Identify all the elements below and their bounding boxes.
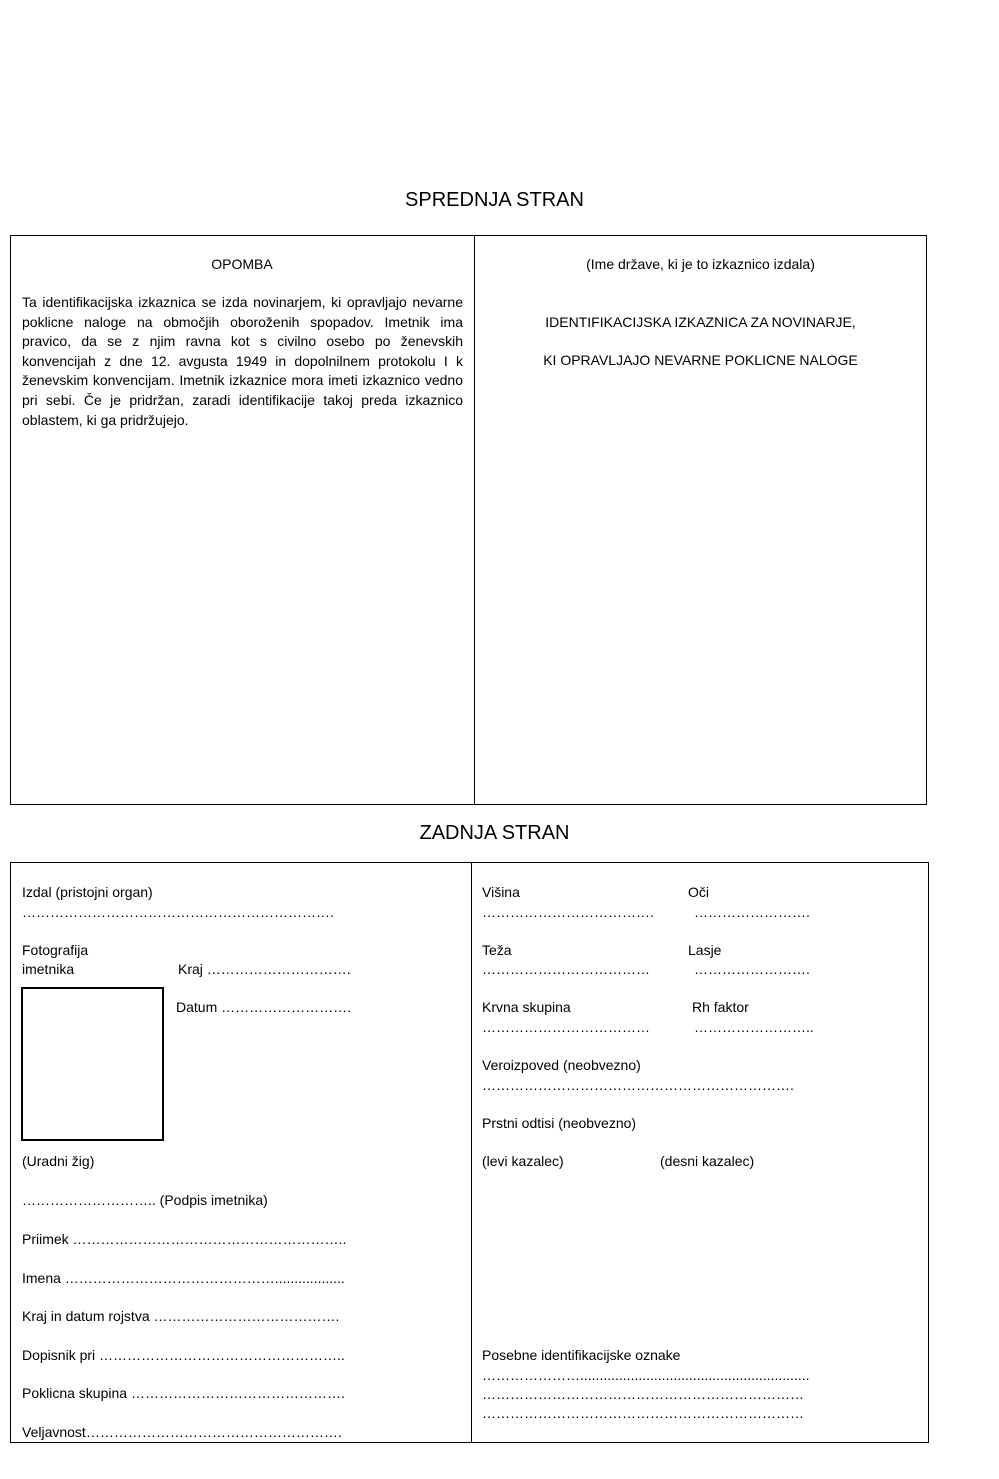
hair-field: ……………………. [694, 961, 810, 977]
weight-label: Teža [482, 942, 512, 958]
fingerprints-label: Prstni odtisi (neobvezno) [482, 1115, 637, 1131]
religion-label: Veroizpoved (neobvezno) [482, 1057, 641, 1073]
back-divider [471, 862, 472, 1443]
special-marks-line2: …………………………………………………………… [482, 1386, 804, 1402]
photo-placeholder-icon [21, 987, 164, 1141]
height-label: Višina [482, 884, 520, 900]
blood-type-label: Krvna skupina [482, 999, 571, 1015]
eyes-field: ……………………. [694, 904, 810, 920]
special-marks-line1: …………………........................................................... [482, 1367, 810, 1383]
validity-field: Veljavnost………………………………………………. [22, 1424, 342, 1440]
weight-field: ……………………………… [482, 961, 650, 977]
special-marks-label: Posebne identifikacijske oznake [482, 1347, 681, 1363]
issuing-state-note: (Ime države, ki je to izkaznico izdala) [586, 256, 815, 272]
card-title-line2: KI OPRAVLJAJO NEVARNE POKLICNE NALOGE [543, 352, 858, 368]
photo-label-line2: imetnika [22, 961, 75, 977]
surname-field: Priimek ………………………………………………….. [22, 1231, 347, 1247]
back-title: ZADNJA STRAN [419, 822, 570, 844]
birth-place-date-field: Kraj in datum rojstva …………………………………. [22, 1308, 340, 1324]
card-title-line1: IDENTIFIKACIJSKA IZKAZNICA ZA NOVINARJE, [545, 314, 856, 330]
right-index-label: (desni kazalec) [660, 1153, 755, 1169]
religion-field: …………………………………………………………. [482, 1077, 794, 1093]
correspondent-field: Dopisnik pri …………………………………………….. [22, 1347, 345, 1363]
issued-by-field: …………………………………………………………. [22, 904, 334, 920]
blood-type-field: ……………………………… [482, 1019, 650, 1035]
hair-label: Lasje [688, 942, 722, 958]
rh-factor-field: …………………….. [694, 1019, 814, 1035]
photo-label-line1: Fotografija [22, 942, 89, 958]
place-field: Kraj …………………………. [178, 961, 351, 977]
note-heading: OPOMBA [211, 256, 273, 272]
left-index-label: (levi kazalec) [482, 1153, 564, 1169]
note-text: Ta identifikacijska izkaznica se izda novinarjem, ki opravljajo nevarne poklicne naloge na območjih oboroženih spopadov. Imetnik ima pravico, da se z njim ravna kot s civilno osebo po ženevskih konvencijah z dne 12. avgusta 1949 in dopolnilnem protokolu I k ženevskim konvencijam. Imetnik izkaznice mora imeti izkaznico vedno pri sebi. Če je pridržan, zaradi identifikacije takoj preda izkaznico oblastem, ki ga pridržujejo. [22, 294, 463, 428]
front-title: SPREDNJA STRAN [405, 189, 584, 211]
official-stamp-label: (Uradni žig) [22, 1153, 95, 1169]
professional-category-field: Poklicna skupina ………………………………………. [22, 1385, 345, 1401]
eyes-label: Oči [688, 884, 709, 900]
holder-signature-field: ……………………….. (Podpis imetnika) [22, 1192, 268, 1208]
names-field: Imena ……………………………………….................. [22, 1270, 345, 1286]
issued-by-label: Izdal (pristojni organ) [22, 884, 153, 900]
rh-factor-label: Rh faktor [692, 999, 749, 1015]
date-field: Datum ………………………. [176, 999, 352, 1015]
height-field: ………………………………. [482, 904, 654, 920]
special-marks-line3: …………………………………………………………… [482, 1405, 804, 1421]
